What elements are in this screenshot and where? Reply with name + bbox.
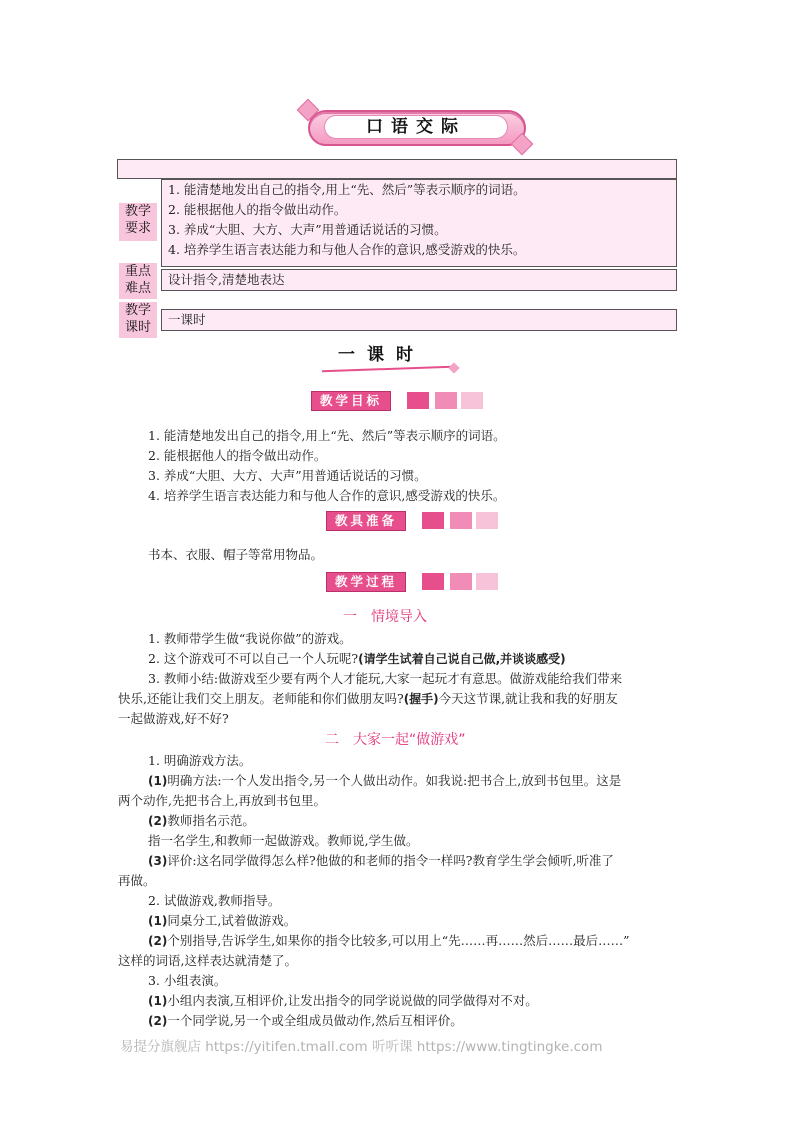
- text: 一个同学说,另一个或全组成员做动作,然后互相评价。: [167, 1013, 463, 1028]
- keypoints-text: 设计指令,清楚地表达: [168, 272, 285, 287]
- label-text: 教学课时: [124, 303, 151, 335]
- ribbon-square-icon: [450, 573, 472, 590]
- item-number: (2): [148, 814, 168, 828]
- part1-p3-line3: 一起做游戏,好不好?: [118, 711, 229, 726]
- part2-line: 这样的词语,这样表达就清楚了。: [118, 953, 297, 968]
- label-text: 重点难点: [124, 264, 151, 296]
- title-banner: [300, 100, 532, 152]
- requirement-item: 4. 培养学生语言表达能力和与他人合作的意识,感受游戏的快乐。: [168, 242, 526, 257]
- ribbon-square-icon: [476, 512, 498, 529]
- banner-title: 口语交际: [324, 115, 508, 139]
- text: 同桌分工,试着做游戏。: [167, 913, 297, 928]
- goal-item: 2. 能根据他人的指令做出动作。: [148, 448, 327, 463]
- part2-line: [148, 810, 255, 832]
- footer-watermark: 易提分旗舰店 https://yitifen.tmall.com 听听课 https://www.tingtingke.com: [120, 1039, 603, 1055]
- text: 2. 这个游戏可不可以自己一个人玩呢?: [148, 651, 359, 666]
- part2-line: [148, 990, 538, 1012]
- part2-line: [148, 850, 614, 872]
- item-number: (2): [148, 934, 168, 948]
- part1-heading: 一 情境导入: [343, 609, 427, 625]
- part2-line: 1. 明确游戏方法。: [148, 753, 252, 768]
- part2-line: [148, 770, 621, 792]
- part2-line: [148, 1010, 463, 1032]
- table-cell-periods: [161, 309, 677, 331]
- instruction-note: (握手): [403, 692, 439, 706]
- lesson-heading-decoration: [322, 360, 462, 380]
- prep-text: 书本、衣服、帽子等常用物品。: [148, 547, 324, 562]
- table-cell-keypoints: [161, 269, 677, 291]
- ribbon-process: [326, 572, 506, 592]
- part2-line: 2. 试做游戏,教师指导。: [148, 893, 281, 908]
- text: 今天这节课,就让我和我的好朋友: [438, 691, 618, 706]
- ribbon-label: 教学过程: [326, 572, 406, 592]
- table-label-periods: [119, 302, 157, 338]
- requirement-item: 2. 能根据他人的指令做出动作。: [168, 202, 347, 217]
- part2-line: 两个动作,先把书合上,再放到书包里。: [118, 793, 326, 808]
- item-number: (1): [148, 994, 168, 1008]
- part1-p3-line1: 3. 教师小结:做游戏至少要有两个人才能玩,大家一起玩才有意思。做游戏能给我们带来: [148, 671, 623, 686]
- ribbon-label: 教具准备: [326, 511, 406, 531]
- part2-heading: 二 大家一起“做游戏”: [325, 732, 466, 748]
- label-text: 教学要求: [124, 204, 151, 236]
- part2-line: [148, 930, 630, 952]
- part1-p2: [148, 648, 566, 670]
- ribbon-square-icon: [422, 573, 444, 590]
- part2-line: 3. 小组表演。: [148, 973, 227, 988]
- part2-line: 再做。: [118, 873, 156, 888]
- goal-item: 4. 培养学生语言表达能力和与他人合作的意识,感受游戏的快乐。: [148, 488, 506, 503]
- part2-line: 指一名学生,和教师一起做游戏。教师说,学生做。: [148, 833, 419, 848]
- requirement-item: 3. 养成“大胆、大方、大声”用普通话说话的习惯。: [168, 222, 447, 237]
- ribbon-prep: [326, 511, 506, 531]
- ribbon-label: 教学目标: [311, 391, 391, 411]
- text: 个别指导,告诉学生,如果你的指令比较多,可以用上“先……再……然后……最后……”: [167, 933, 630, 948]
- table-header-bar: [117, 159, 677, 179]
- ribbon-square-icon: [435, 392, 457, 409]
- item-number: (3): [148, 854, 168, 868]
- ribbon-square-icon: [407, 392, 429, 409]
- ribbon-square-icon: [450, 512, 472, 529]
- instruction-note: (请学生试着自己说自己做,并谈谈感受): [358, 652, 566, 666]
- part1-p1: 1. 教师带学生做“我说你做”的游戏。: [148, 631, 352, 646]
- goal-item: 3. 养成“大胆、大方、大声”用普通话说话的习惯。: [148, 468, 427, 483]
- lesson-heading: 一课时: [338, 345, 425, 365]
- item-number: (1): [148, 914, 168, 928]
- item-number: (2): [148, 1014, 168, 1028]
- ribbon-square-icon: [422, 512, 444, 529]
- part2-line: [148, 910, 296, 932]
- goal-item: 1. 能清楚地发出自己的指令,用上“先、然后”等表示顺序的词语。: [148, 428, 506, 443]
- part1-p3-line2: [118, 688, 618, 710]
- table-label-keypoints: [119, 263, 157, 299]
- text: 快乐,还能让我们交上朋友。老师能和你们做朋友吗?: [118, 691, 404, 706]
- table-cell-requirements: [161, 179, 677, 267]
- text: 明确方法:一个人发出指令,另一个人做出动作。如我说:把书合上,放到书包里。这是: [167, 773, 622, 788]
- requirement-item: 1. 能清楚地发出自己的指令,用上“先、然后”等表示顺序的词语。: [168, 182, 526, 197]
- periods-text: 一课时: [168, 312, 206, 327]
- ribbon-goals: [311, 391, 491, 411]
- text: 教师指名示范。: [167, 813, 255, 828]
- ribbon-square-icon: [476, 573, 498, 590]
- table-label-requirements: [119, 203, 157, 241]
- text: 评价:这名同学做得怎么样?他做的和老师的指令一样吗?教育学生学会倾听,听准了: [167, 853, 614, 868]
- text: 小组内表演,互相评价,让发出指令的同学说说做的同学做得对不对。: [167, 993, 538, 1008]
- item-number: (1): [148, 774, 168, 788]
- ribbon-square-icon: [461, 392, 483, 409]
